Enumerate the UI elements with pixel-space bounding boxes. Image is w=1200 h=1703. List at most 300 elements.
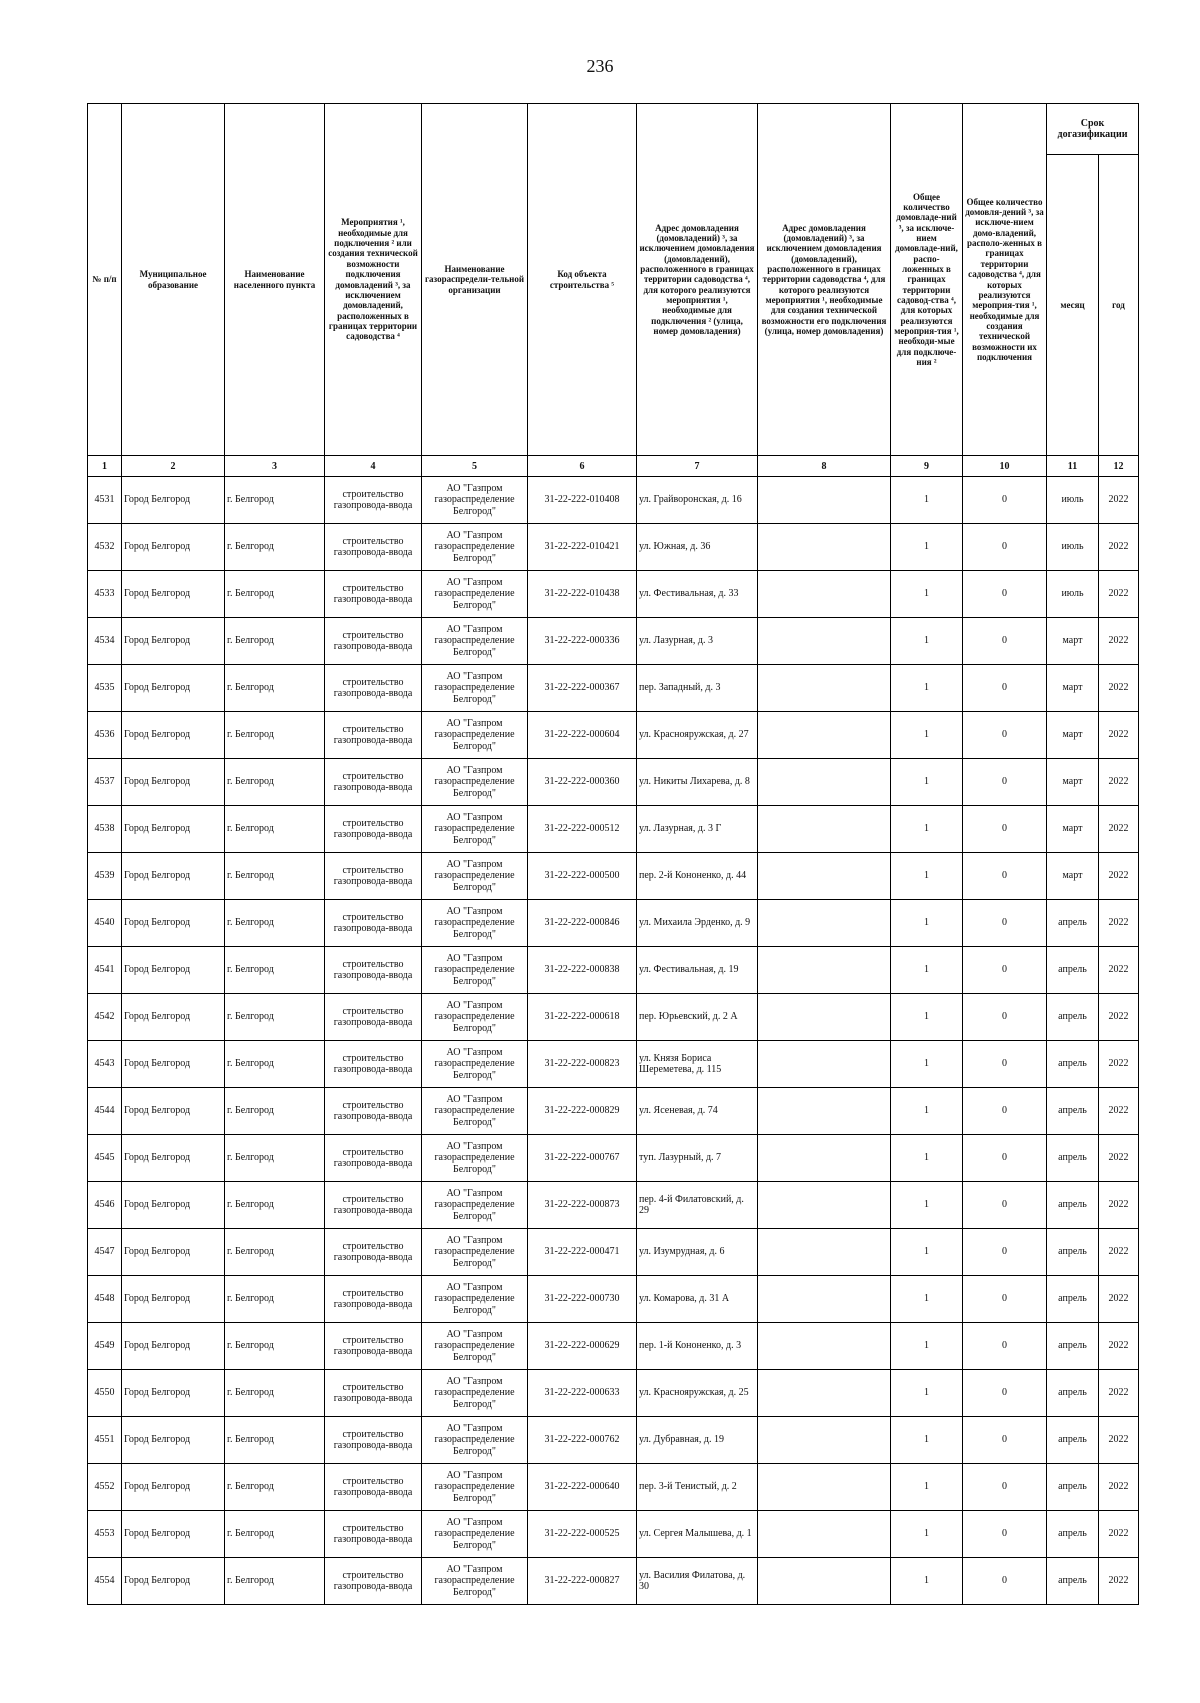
cell-year: 2022	[1099, 1182, 1139, 1229]
cell-measure: строительство газопровода-ввода	[325, 712, 422, 759]
cell-total-connection: 1	[891, 1370, 963, 1417]
table-row	[88, 853, 1139, 900]
cell-object-code: 31-22-222-000525	[528, 1511, 637, 1558]
gasification-table	[87, 103, 1139, 1605]
cell-object-code: 31-22-222-000367	[528, 665, 637, 712]
cell-num: 4550	[88, 1370, 122, 1417]
cell-year: 2022	[1099, 524, 1139, 571]
cell-measure: строительство газопровода-ввода	[325, 900, 422, 947]
cell-object-code: 31-22-222-000827	[528, 1558, 637, 1605]
cell-num: 4551	[88, 1417, 122, 1464]
cell-total-technical: 0	[963, 1135, 1047, 1182]
column-number: 12	[1099, 456, 1139, 477]
cell-measure: строительство газопровода-ввода	[325, 1323, 422, 1370]
cell-month: июль	[1047, 571, 1099, 618]
cell-total-technical: 0	[963, 1464, 1047, 1511]
cell-settlement: г. Белгород	[225, 947, 325, 994]
cell-settlement: г. Белгород	[225, 712, 325, 759]
column-number: 11	[1047, 456, 1099, 477]
cell-settlement: г. Белгород	[225, 571, 325, 618]
header-object-code: Код объекта строительства ⁵	[528, 104, 637, 456]
cell-gas-org: АО "Газпром газораспределение Белгород"	[422, 1229, 528, 1276]
cell-total-technical: 0	[963, 1323, 1047, 1370]
cell-month: апрель	[1047, 900, 1099, 947]
cell-municipality: Город Белгород	[122, 806, 225, 853]
cell-month: апрель	[1047, 1088, 1099, 1135]
cell-year: 2022	[1099, 759, 1139, 806]
cell-gas-org: АО "Газпром газораспределение Белгород"	[422, 1417, 528, 1464]
cell-gas-org: АО "Газпром газораспределение Белгород"	[422, 1323, 528, 1370]
cell-gas-org: АО "Газпром газораспределение Белгород"	[422, 712, 528, 759]
cell-address-technical	[758, 900, 891, 947]
table-row	[88, 994, 1139, 1041]
cell-object-code: 31-22-222-000629	[528, 1323, 637, 1370]
cell-year: 2022	[1099, 1323, 1139, 1370]
cell-month: март	[1047, 806, 1099, 853]
cell-address-technical	[758, 759, 891, 806]
cell-total-technical: 0	[963, 665, 1047, 712]
cell-address-connection: ул. Грайворонская, д. 16	[637, 477, 758, 524]
cell-object-code: 31-22-222-000471	[528, 1229, 637, 1276]
cell-num: 4543	[88, 1041, 122, 1088]
table-header	[88, 104, 1139, 477]
cell-address-connection: пер. 3-й Тенистый, д. 2	[637, 1464, 758, 1511]
table-row	[88, 1370, 1139, 1417]
page-number: 236	[586, 56, 614, 76]
cell-object-code: 31-22-222-000336	[528, 618, 637, 665]
cell-month: апрель	[1047, 1135, 1099, 1182]
header-measures: Мероприятия ¹, необходимые для подключения ² или создания технической возможности подключения домовладений ³, за исключением домовладений, расположенных в границах территории садоводства ⁴	[325, 104, 422, 456]
table-row	[88, 1417, 1139, 1464]
cell-municipality: Город Белгород	[122, 994, 225, 1041]
cell-total-technical: 0	[963, 618, 1047, 665]
table-row	[88, 712, 1139, 759]
cell-address-technical	[758, 1511, 891, 1558]
cell-measure: строительство газопровода-ввода	[325, 759, 422, 806]
cell-settlement: г. Белгород	[225, 1182, 325, 1229]
header-month: месяц	[1047, 155, 1099, 456]
cell-num: 4533	[88, 571, 122, 618]
cell-gas-org: АО "Газпром газораспределение Белгород"	[422, 1370, 528, 1417]
cell-gas-org: АО "Газпром газораспределение Белгород"	[422, 665, 528, 712]
cell-settlement: г. Белгород	[225, 759, 325, 806]
cell-address-connection: пер. Юрьевский, д. 2 А	[637, 994, 758, 1041]
header-total-connection: Общее количество домовладе-ний ³, за исключе-нием домовладе-ний, распо-ложенных в границах территории садовод-ства ⁴, для которых реализуются мероприя-тия ¹, необходи-мые для подключе-ния ²	[891, 104, 963, 456]
cell-address-technical	[758, 665, 891, 712]
cell-total-connection: 1	[891, 1041, 963, 1088]
cell-address-connection: пер. 4-й Филатовский, д. 29	[637, 1182, 758, 1229]
column-number: 10	[963, 456, 1047, 477]
header-total-technical: Общее количество домовля-дений ³, за исключе-нием домо-владений, располо-женных в границах территории садоводства ⁴, для которых реализуются мероприя-тия ¹, необходимые для создания технической возможности их подключения	[963, 104, 1047, 456]
cell-measure: строительство газопровода-ввода	[325, 1182, 422, 1229]
cell-municipality: Город Белгород	[122, 665, 225, 712]
cell-total-technical: 0	[963, 806, 1047, 853]
cell-year: 2022	[1099, 477, 1139, 524]
cell-year: 2022	[1099, 853, 1139, 900]
table-row	[88, 947, 1139, 994]
cell-gas-org: АО "Газпром газораспределение Белгород"	[422, 900, 528, 947]
cell-year: 2022	[1099, 806, 1139, 853]
cell-num: 4536	[88, 712, 122, 759]
cell-measure: строительство газопровода-ввода	[325, 1558, 422, 1605]
cell-address-connection: ул. Никиты Лихарева, д. 8	[637, 759, 758, 806]
header-deadline-group: Срок догазификации	[1047, 104, 1139, 155]
cell-gas-org: АО "Газпром газораспределение Белгород"	[422, 571, 528, 618]
cell-total-connection: 1	[891, 524, 963, 571]
cell-settlement: г. Белгород	[225, 900, 325, 947]
cell-municipality: Город Белгород	[122, 1276, 225, 1323]
cell-measure: строительство газопровода-ввода	[325, 1229, 422, 1276]
cell-address-connection: пер. 1-й Кононенко, д. 3	[637, 1323, 758, 1370]
cell-gas-org: АО "Газпром газораспределение Белгород"	[422, 1182, 528, 1229]
cell-address-technical	[758, 1229, 891, 1276]
cell-total-technical: 0	[963, 759, 1047, 806]
cell-address-technical	[758, 1323, 891, 1370]
cell-measure: строительство газопровода-ввода	[325, 1511, 422, 1558]
cell-address-technical	[758, 1558, 891, 1605]
cell-month: март	[1047, 665, 1099, 712]
cell-num: 4532	[88, 524, 122, 571]
cell-total-technical: 0	[963, 1276, 1047, 1323]
table-row	[88, 1041, 1139, 1088]
cell-gas-org: АО "Газпром газораспределение Белгород"	[422, 994, 528, 1041]
cell-address-connection: ул. Лазурная, д. 3 Г	[637, 806, 758, 853]
cell-municipality: Город Белгород	[122, 900, 225, 947]
cell-municipality: Город Белгород	[122, 1135, 225, 1182]
cell-municipality: Город Белгород	[122, 1323, 225, 1370]
header-municipality: Муниципальное образование	[122, 104, 225, 456]
cell-address-connection: ул. Комарова, д. 31 А	[637, 1276, 758, 1323]
cell-total-technical: 0	[963, 571, 1047, 618]
cell-measure: строительство газопровода-ввода	[325, 947, 422, 994]
cell-object-code: 31-22-222-000604	[528, 712, 637, 759]
table-row	[88, 665, 1139, 712]
cell-year: 2022	[1099, 947, 1139, 994]
table-row	[88, 1276, 1139, 1323]
column-number: 9	[891, 456, 963, 477]
cell-year: 2022	[1099, 1135, 1139, 1182]
header-address-technical: Адрес домовладения (домовладений) ³, за исключением домовладения (домовладений), расположенного в границах территории садоводства ⁴, для которого реализуются мероприятия ¹, необходимые для создания технической возможности его подключения (улица, номер домовладения)	[758, 104, 891, 456]
cell-address-technical	[758, 571, 891, 618]
cell-measure: строительство газопровода-ввода	[325, 665, 422, 712]
table-row	[88, 1464, 1139, 1511]
cell-object-code: 31-22-222-000360	[528, 759, 637, 806]
cell-total-connection: 1	[891, 477, 963, 524]
cell-object-code: 31-22-222-010438	[528, 571, 637, 618]
cell-num: 4539	[88, 853, 122, 900]
cell-settlement: г. Белгород	[225, 853, 325, 900]
cell-address-technical	[758, 1370, 891, 1417]
cell-municipality: Город Белгород	[122, 1041, 225, 1088]
cell-total-technical: 0	[963, 1088, 1047, 1135]
cell-total-connection: 1	[891, 1229, 963, 1276]
cell-month: апрель	[1047, 994, 1099, 1041]
cell-year: 2022	[1099, 618, 1139, 665]
cell-total-connection: 1	[891, 571, 963, 618]
cell-address-technical	[758, 477, 891, 524]
cell-measure: строительство газопровода-ввода	[325, 1041, 422, 1088]
cell-object-code: 31-22-222-010408	[528, 477, 637, 524]
cell-measure: строительство газопровода-ввода	[325, 618, 422, 665]
column-numbers-row	[88, 456, 1139, 477]
cell-settlement: г. Белгород	[225, 477, 325, 524]
header-settlement: Наименование населенного пункта	[225, 104, 325, 456]
cell-year: 2022	[1099, 665, 1139, 712]
table-row	[88, 806, 1139, 853]
column-number: 4	[325, 456, 422, 477]
cell-municipality: Город Белгород	[122, 759, 225, 806]
cell-municipality: Город Белгород	[122, 1511, 225, 1558]
table-row	[88, 1088, 1139, 1135]
cell-num: 4535	[88, 665, 122, 712]
cell-month: июль	[1047, 524, 1099, 571]
cell-municipality: Город Белгород	[122, 1558, 225, 1605]
cell-measure: строительство газопровода-ввода	[325, 994, 422, 1041]
cell-year: 2022	[1099, 1370, 1139, 1417]
cell-month: март	[1047, 618, 1099, 665]
cell-address-connection: ул. Лазурная, д. 3	[637, 618, 758, 665]
cell-num: 4554	[88, 1558, 122, 1605]
cell-num: 4545	[88, 1135, 122, 1182]
column-number: 2	[122, 456, 225, 477]
cell-year: 2022	[1099, 1464, 1139, 1511]
cell-total-connection: 1	[891, 1135, 963, 1182]
cell-year: 2022	[1099, 1088, 1139, 1135]
table-row	[88, 1229, 1139, 1276]
header-gas-org: Наименование газораспредели-тельной организации	[422, 104, 528, 456]
cell-month: март	[1047, 712, 1099, 759]
cell-total-connection: 1	[891, 994, 963, 1041]
cell-num: 4538	[88, 806, 122, 853]
cell-municipality: Город Белгород	[122, 1182, 225, 1229]
cell-total-technical: 0	[963, 900, 1047, 947]
cell-month: апрель	[1047, 947, 1099, 994]
cell-measure: строительство газопровода-ввода	[325, 1370, 422, 1417]
table-body	[88, 477, 1139, 1605]
cell-gas-org: АО "Газпром газораспределение Белгород"	[422, 1511, 528, 1558]
cell-total-technical: 0	[963, 994, 1047, 1041]
cell-object-code: 31-22-222-000500	[528, 853, 637, 900]
cell-measure: строительство газопровода-ввода	[325, 1135, 422, 1182]
cell-object-code: 31-22-222-000873	[528, 1182, 637, 1229]
header-address-connection: Адрес домовладения (домовладений) ³, за исключением домовладения (домовладений), расположенного в границах территории садоводства ⁴, для которого реализуются мероприятия ¹, необходимые для подключения ² (улица, номер домовладения)	[637, 104, 758, 456]
cell-num: 4534	[88, 618, 122, 665]
cell-object-code: 31-22-222-010421	[528, 524, 637, 571]
cell-measure: строительство газопровода-ввода	[325, 806, 422, 853]
cell-total-technical: 0	[963, 1558, 1047, 1605]
cell-municipality: Город Белгород	[122, 1370, 225, 1417]
cell-year: 2022	[1099, 1229, 1139, 1276]
cell-num: 4553	[88, 1511, 122, 1558]
cell-address-connection: пер. 2-й Кононенко, д. 44	[637, 853, 758, 900]
cell-object-code: 31-22-222-000767	[528, 1135, 637, 1182]
cell-address-technical	[758, 524, 891, 571]
cell-month: апрель	[1047, 1182, 1099, 1229]
cell-measure: строительство газопровода-ввода	[325, 477, 422, 524]
cell-address-connection: ул. Михаила Эрденко, д. 9	[637, 900, 758, 947]
cell-settlement: г. Белгород	[225, 618, 325, 665]
cell-total-technical: 0	[963, 1511, 1047, 1558]
cell-year: 2022	[1099, 1511, 1139, 1558]
cell-municipality: Город Белгород	[122, 1229, 225, 1276]
cell-address-connection: туп. Лазурный, д. 7	[637, 1135, 758, 1182]
cell-address-technical	[758, 712, 891, 759]
cell-object-code: 31-22-222-000762	[528, 1417, 637, 1464]
cell-object-code: 31-22-222-000618	[528, 994, 637, 1041]
cell-total-connection: 1	[891, 618, 963, 665]
cell-measure: строительство газопровода-ввода	[325, 1088, 422, 1135]
cell-address-connection: ул. Дубравная, д. 19	[637, 1417, 758, 1464]
cell-month: апрель	[1047, 1558, 1099, 1605]
cell-total-connection: 1	[891, 1511, 963, 1558]
column-number: 1	[88, 456, 122, 477]
cell-num: 4541	[88, 947, 122, 994]
cell-address-technical	[758, 806, 891, 853]
cell-measure: строительство газопровода-ввода	[325, 524, 422, 571]
cell-address-connection: ул. Фестивальная, д. 19	[637, 947, 758, 994]
cell-total-connection: 1	[891, 1417, 963, 1464]
cell-total-connection: 1	[891, 665, 963, 712]
cell-municipality: Город Белгород	[122, 477, 225, 524]
cell-gas-org: АО "Газпром газораспределение Белгород"	[422, 853, 528, 900]
cell-year: 2022	[1099, 712, 1139, 759]
cell-total-technical: 0	[963, 853, 1047, 900]
cell-total-connection: 1	[891, 1323, 963, 1370]
cell-address-technical	[758, 1464, 891, 1511]
cell-total-connection: 1	[891, 900, 963, 947]
cell-address-connection: ул. Василия Филатова, д. 30	[637, 1558, 758, 1605]
cell-gas-org: АО "Газпром газораспределение Белгород"	[422, 618, 528, 665]
cell-settlement: г. Белгород	[225, 1323, 325, 1370]
cell-year: 2022	[1099, 1276, 1139, 1323]
cell-municipality: Город Белгород	[122, 524, 225, 571]
table-row	[88, 759, 1139, 806]
cell-gas-org: АО "Газпром газораспределение Белгород"	[422, 1041, 528, 1088]
cell-address-technical	[758, 994, 891, 1041]
cell-month: март	[1047, 759, 1099, 806]
cell-total-connection: 1	[891, 853, 963, 900]
cell-address-technical	[758, 853, 891, 900]
cell-address-connection: ул. Князя Бориса Шереметева, д. 115	[637, 1041, 758, 1088]
cell-gas-org: АО "Газпром газораспределение Белгород"	[422, 1088, 528, 1135]
cell-month: июль	[1047, 477, 1099, 524]
cell-municipality: Город Белгород	[122, 853, 225, 900]
table-row	[88, 900, 1139, 947]
cell-address-technical	[758, 1088, 891, 1135]
cell-municipality: Город Белгород	[122, 1417, 225, 1464]
cell-year: 2022	[1099, 1041, 1139, 1088]
header-num: № п/п	[88, 104, 122, 456]
cell-month: апрель	[1047, 1323, 1099, 1370]
cell-address-technical	[758, 1417, 891, 1464]
cell-address-technical	[758, 1041, 891, 1088]
cell-gas-org: АО "Газпром газораспределение Белгород"	[422, 806, 528, 853]
cell-measure: строительство газопровода-ввода	[325, 1417, 422, 1464]
cell-gas-org: АО "Газпром газораспределение Белгород"	[422, 477, 528, 524]
column-number: 8	[758, 456, 891, 477]
table-row	[88, 1558, 1139, 1605]
cell-gas-org: АО "Газпром газораспределение Белгород"	[422, 759, 528, 806]
cell-object-code: 31-22-222-000838	[528, 947, 637, 994]
cell-settlement: г. Белгород	[225, 1417, 325, 1464]
cell-year: 2022	[1099, 1417, 1139, 1464]
cell-month: апрель	[1047, 1041, 1099, 1088]
cell-address-technical	[758, 618, 891, 665]
cell-object-code: 31-22-222-000640	[528, 1464, 637, 1511]
cell-num: 4552	[88, 1464, 122, 1511]
cell-measure: строительство газопровода-ввода	[325, 571, 422, 618]
cell-month: апрель	[1047, 1229, 1099, 1276]
cell-address-connection: ул. Ясеневая, д. 74	[637, 1088, 758, 1135]
cell-total-connection: 1	[891, 712, 963, 759]
cell-total-connection: 1	[891, 1464, 963, 1511]
cell-total-connection: 1	[891, 947, 963, 994]
cell-settlement: г. Белгород	[225, 1558, 325, 1605]
cell-measure: строительство газопровода-ввода	[325, 853, 422, 900]
cell-address-connection: пер. Западный, д. 3	[637, 665, 758, 712]
cell-year: 2022	[1099, 1558, 1139, 1605]
cell-total-technical: 0	[963, 524, 1047, 571]
cell-num: 4531	[88, 477, 122, 524]
cell-total-connection: 1	[891, 759, 963, 806]
cell-month: апрель	[1047, 1511, 1099, 1558]
cell-address-connection: ул. Южная, д. 36	[637, 524, 758, 571]
cell-year: 2022	[1099, 900, 1139, 947]
cell-settlement: г. Белгород	[225, 806, 325, 853]
cell-address-connection: ул. Краснояружская, д. 25	[637, 1370, 758, 1417]
cell-municipality: Город Белгород	[122, 1464, 225, 1511]
table-row	[88, 1135, 1139, 1182]
cell-address-technical	[758, 1182, 891, 1229]
cell-object-code: 31-22-222-000823	[528, 1041, 637, 1088]
cell-month: апрель	[1047, 1417, 1099, 1464]
cell-year: 2022	[1099, 994, 1139, 1041]
cell-total-technical: 0	[963, 1182, 1047, 1229]
header-year: год	[1099, 155, 1139, 456]
cell-municipality: Город Белгород	[122, 947, 225, 994]
cell-total-technical: 0	[963, 1370, 1047, 1417]
cell-municipality: Город Белгород	[122, 1088, 225, 1135]
cell-month: апрель	[1047, 1370, 1099, 1417]
table-row	[88, 1323, 1139, 1370]
cell-municipality: Город Белгород	[122, 712, 225, 759]
cell-num: 4546	[88, 1182, 122, 1229]
cell-object-code: 31-22-222-000512	[528, 806, 637, 853]
cell-num: 4537	[88, 759, 122, 806]
cell-address-connection: ул. Краснояружская, д. 27	[637, 712, 758, 759]
cell-object-code: 31-22-222-000846	[528, 900, 637, 947]
cell-gas-org: АО "Газпром газораспределение Белгород"	[422, 1464, 528, 1511]
cell-num: 4544	[88, 1088, 122, 1135]
cell-settlement: г. Белгород	[225, 1041, 325, 1088]
cell-month: апрель	[1047, 1464, 1099, 1511]
cell-settlement: г. Белгород	[225, 1464, 325, 1511]
cell-total-technical: 0	[963, 477, 1047, 524]
column-number: 7	[637, 456, 758, 477]
cell-num: 4540	[88, 900, 122, 947]
cell-address-technical	[758, 947, 891, 994]
cell-num: 4548	[88, 1276, 122, 1323]
cell-gas-org: АО "Газпром газораспределение Белгород"	[422, 947, 528, 994]
cell-address-connection: ул. Сергея Малышева, д. 1	[637, 1511, 758, 1558]
column-number: 6	[528, 456, 637, 477]
cell-gas-org: АО "Газпром газораспределение Белгород"	[422, 1135, 528, 1182]
cell-num: 4542	[88, 994, 122, 1041]
cell-settlement: г. Белгород	[225, 1370, 325, 1417]
cell-total-connection: 1	[891, 1088, 963, 1135]
column-number: 5	[422, 456, 528, 477]
cell-gas-org: АО "Газпром газораспределение Белгород"	[422, 524, 528, 571]
